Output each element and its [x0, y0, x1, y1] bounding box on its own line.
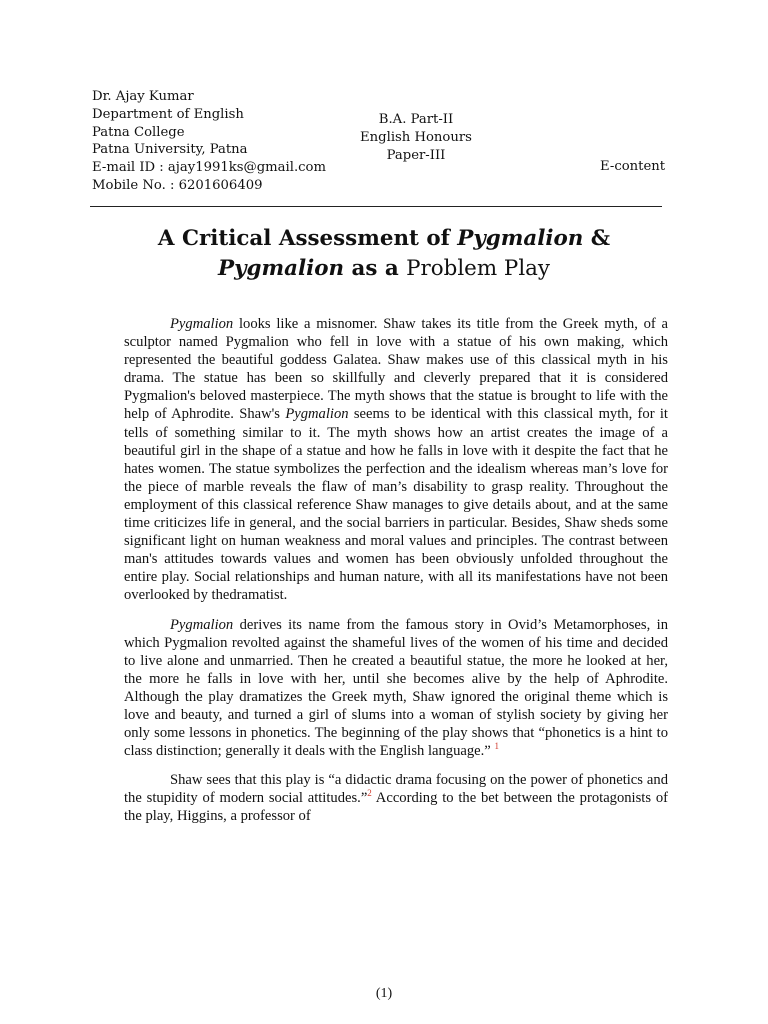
p1-italic-2: Pygmalion — [285, 406, 349, 423]
header-divider — [90, 206, 662, 207]
course-paper: Paper-III — [386, 147, 446, 163]
author-college: Patna College — [92, 124, 185, 140]
author-mobile: Mobile No. : 6201606409 — [92, 177, 263, 193]
author-block — [92, 88, 326, 195]
p3-text-a: Shaw sees that this play is “a didactic drama focusing on the power of phonetics and the stupidity of modern social attitudes.” — [124, 772, 668, 807]
p3-text-b: According to the bet between the protagonists of the play, Higgins, a professor of — [124, 790, 668, 825]
author-name: Dr. Ajay Kumar — [92, 89, 194, 104]
course-honours: English Honours — [360, 129, 472, 145]
author-department: Department of English — [92, 106, 244, 122]
author-university: Patna University, Patna — [92, 142, 248, 158]
title-mid: as a — [344, 256, 407, 281]
p1-text-b: seems to be identical with this classical myth, for it tells of something similar to it. The myth shows how an artist creates the image of a beautiful girl in the shape of a statue and how he falls in love with it despite the fact that he hates women. The statue symbolizes the perfection and the idealism whereas man’s love for the piece of marble reveals the flaw of man’s disability to grasp reality. Throughout the employment of this classical reference Shaw manages to give details about, and at the same time criticizes life in general, and the social barriers in particular. Besides, Shaw sheds some significant light on human weakness and moral values and principles. The contrast between man's attitudes towards values and women has been obviously unfolded throughout the entire play. Social relationships and human nature, with all its manifestations have not been overlooked by thedramatist. — [124, 406, 668, 604]
page-number: (1) — [375, 986, 393, 1001]
title-italic-2: Pygmalion — [218, 256, 345, 281]
title-suffix: Problem Play — [406, 256, 550, 281]
paragraph-2 — [124, 616, 668, 761]
title-italic-1: Pygmalion — [457, 226, 584, 251]
footnote-ref-2[interactable]: 2 — [367, 788, 372, 799]
course-part: B.A. Part-II — [378, 112, 454, 127]
p2-italic: Pygmalion — [170, 616, 234, 633]
p1-text-a: looks like a misnomer. Shaw takes its title from the Greek myth, of a sculptor named Pygmalion who fell in love with a statue of his own making, which represented the beautiful goddess Galatea. Shaw makes use of this classical myth in his drama. The statue has been so skillfully and cleverly prepared that it is considered Pygmalion's beloved masterpiece. The myth shows that the statue is brought to life with the help of Aphrodite. Shaw's — [124, 316, 668, 423]
document-body — [124, 315, 668, 837]
document-title — [110, 224, 658, 284]
paragraph-1 — [124, 315, 668, 605]
content-type-label: E-content — [600, 159, 666, 174]
footnote-ref-1[interactable]: 1 — [494, 741, 499, 752]
paragraph-3 — [124, 771, 668, 825]
author-email: E-mail ID : ajay1991ks@gmail.com — [92, 160, 326, 176]
title-prefix: A Critical Assessment of — [157, 226, 458, 251]
course-block — [358, 111, 474, 164]
title-amp: & — [583, 226, 611, 251]
p1-italic: Pygmalion — [170, 316, 234, 332]
p2-text-a: derives its name from the famous story in Ovid’s Metamorphoses, in which Pygmalion revolted against the shameful lives of the women of his time and decided to live alone and unmarried. Then he created a beautiful statue, the more he looked at her, the more he falls in love with her, until she becomes alive by the help of Aphrodite. Although the play dramatizes the Greek myth, Shaw ignored the original theme which is love and beauty, and turned a girl of slums into a woman of stylish society by giving her only some lessons in phonetics. The beginning of the play shows that “phonetics is a hint to class distinction; generally it deals with the English language.” — [124, 616, 668, 760]
